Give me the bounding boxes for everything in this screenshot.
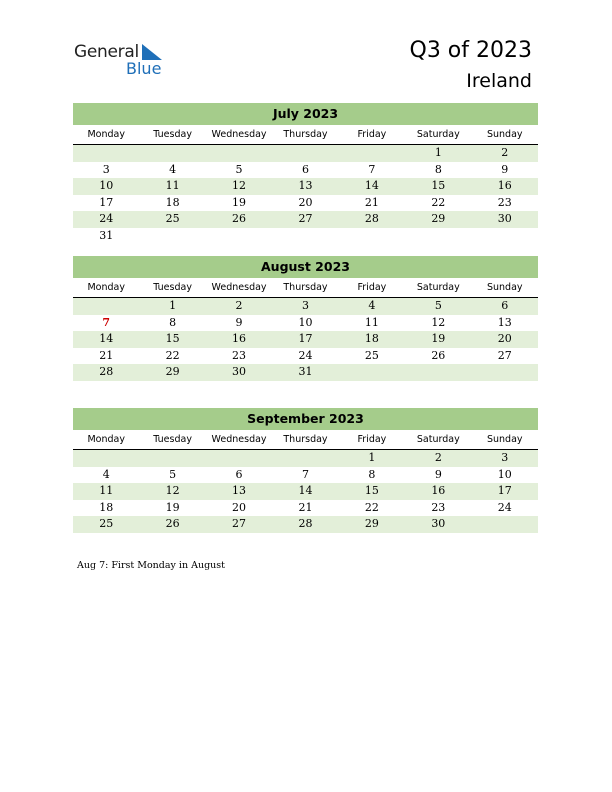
day-cell: 2	[501, 146, 509, 159]
week-row	[73, 178, 538, 195]
day-cell: 14	[99, 332, 114, 345]
week-row	[73, 331, 538, 348]
day-cell: 12	[431, 315, 446, 329]
day-cell: 3	[501, 451, 509, 464]
weekday-label: Monday	[87, 282, 125, 293]
logo-blue-text: Blue	[126, 59, 162, 78]
day-cell: 29	[431, 212, 446, 225]
day-cell: 14	[364, 179, 379, 192]
day-cell: 27	[232, 517, 247, 530]
week-row	[73, 450, 538, 467]
day-cell: 18	[99, 500, 114, 514]
day-cell: 6	[235, 467, 243, 481]
day-cell: 24	[298, 348, 313, 362]
day-cell: 12	[165, 484, 180, 497]
day-cell: 9	[434, 467, 442, 481]
day-cell	[272, 450, 338, 467]
day-cell: 8	[169, 315, 177, 329]
day-cell: 16	[232, 332, 247, 345]
day-cell	[339, 364, 405, 381]
day-cell: 17	[298, 332, 313, 345]
day-cell: 23	[497, 195, 512, 209]
day-cell	[73, 145, 139, 162]
day-cell: 23	[232, 348, 247, 362]
holiday-note: Aug 7: First Monday in August	[77, 560, 225, 571]
day-cell: 27	[298, 212, 313, 225]
day-cell: 4	[169, 162, 177, 176]
weekday-label: Monday	[87, 434, 125, 445]
day-cell: 22	[165, 348, 180, 362]
weekday-label: Saturday	[416, 282, 460, 293]
day-cell: 5	[434, 299, 442, 312]
month-september	[73, 408, 538, 533]
day-cell	[405, 228, 471, 245]
day-cell: 23	[431, 500, 446, 514]
day-cell: 24	[99, 212, 114, 225]
week-row	[73, 315, 538, 332]
day-cell: 10	[497, 467, 512, 481]
week-row	[73, 145, 538, 162]
week-row	[73, 162, 538, 179]
weekday-label: Saturday	[416, 129, 460, 140]
day-cell: 9	[235, 315, 243, 329]
month-title: August 2023	[73, 256, 538, 278]
day-cell: 31	[99, 228, 114, 242]
week-row	[73, 211, 538, 228]
day-cell: 12	[232, 179, 247, 192]
day-cell: 3	[301, 299, 309, 312]
day-cell: 19	[165, 500, 180, 514]
day-cell: 18	[165, 195, 180, 209]
weekday-label: Monday	[87, 129, 125, 140]
day-cell: 13	[232, 484, 247, 497]
weekday-label: Tuesday	[153, 129, 192, 140]
day-cell: 29	[364, 517, 379, 530]
day-cell	[139, 450, 205, 467]
day-cell: 26	[431, 348, 446, 362]
day-cell: 9	[501, 162, 509, 176]
day-cell: 16	[497, 179, 512, 192]
day-cell: 1	[368, 451, 376, 464]
day-cell: 13	[298, 179, 313, 192]
day-cell: 2	[434, 451, 442, 464]
day-cell: 26	[232, 212, 247, 225]
logo-general-text: General	[74, 42, 139, 62]
weekday-label: Wednesday	[211, 282, 267, 293]
weekday-label: Friday	[357, 434, 387, 445]
day-cell: 4	[102, 467, 110, 481]
weekday-label: Thursday	[283, 434, 328, 445]
day-cell: 15	[165, 332, 180, 345]
day-cell: 25	[364, 348, 379, 362]
week-row	[73, 364, 538, 381]
day-cell: 2	[235, 299, 243, 312]
day-cell: 17	[99, 195, 114, 209]
day-cell: 8	[434, 162, 442, 176]
day-cell: 17	[497, 484, 512, 497]
day-cell: 25	[99, 517, 114, 530]
day-cell: 10	[298, 315, 313, 329]
day-cell: 22	[364, 500, 379, 514]
day-cell: 20	[298, 195, 313, 209]
day-cell: 5	[169, 467, 177, 481]
day-cell: 5	[235, 162, 243, 176]
day-cell: 28	[99, 365, 114, 378]
month-august	[73, 256, 538, 381]
day-cell: 25	[165, 212, 180, 225]
day-cell	[472, 516, 538, 533]
day-cell: 11	[99, 484, 114, 497]
day-cell: 6	[501, 299, 509, 312]
day-cell: 21	[99, 348, 114, 362]
week-row	[73, 298, 538, 315]
page-title: Q3 of 2023	[409, 38, 532, 63]
weekday-label: Thursday	[283, 282, 328, 293]
week-row	[73, 348, 538, 365]
day-cell: 21	[298, 500, 313, 514]
day-cell	[206, 145, 272, 162]
day-cell: 15	[364, 484, 379, 497]
day-cell	[339, 145, 405, 162]
day-cell	[73, 298, 139, 315]
day-cell: 16	[431, 484, 446, 497]
day-cell: 31	[298, 365, 313, 378]
day-cell	[73, 450, 139, 467]
week-row	[73, 195, 538, 212]
day-cell	[405, 364, 471, 381]
month-title: September 2023	[73, 408, 538, 430]
day-cell: 26	[165, 517, 180, 530]
weekday-label: Sunday	[486, 282, 523, 293]
week-row	[73, 516, 538, 533]
day-cell: 28	[298, 517, 313, 530]
week-row	[73, 228, 538, 245]
day-cell: 22	[431, 195, 446, 209]
day-cell: 24	[497, 500, 512, 514]
day-cell	[472, 364, 538, 381]
day-cell: 11	[364, 315, 379, 329]
weekday-label: Tuesday	[153, 434, 192, 445]
day-cell: 4	[368, 299, 376, 312]
day-cell	[272, 228, 338, 245]
day-cell: 7	[301, 467, 309, 481]
day-cell: 30	[497, 212, 512, 225]
day-cell: 6	[301, 162, 309, 176]
day-cell: 11	[165, 179, 180, 192]
day-cell: 7	[102, 315, 111, 329]
month-july	[73, 103, 538, 244]
day-cell: 13	[497, 315, 512, 329]
day-cell: 15	[431, 179, 446, 192]
day-cell: 14	[298, 484, 313, 497]
day-cell: 30	[431, 517, 446, 530]
weekday-label: Sunday	[486, 434, 523, 445]
day-cell: 19	[431, 332, 446, 345]
day-cell: 3	[102, 162, 110, 176]
day-cell	[339, 228, 405, 245]
weekday-label: Wednesday	[211, 434, 267, 445]
weekday-header-row	[73, 278, 538, 298]
day-cell	[206, 450, 272, 467]
week-row	[73, 500, 538, 517]
day-cell: 7	[368, 162, 376, 176]
weekday-label: Saturday	[416, 434, 460, 445]
week-row	[73, 467, 538, 484]
day-cell	[139, 228, 205, 245]
day-cell: 21	[364, 195, 379, 209]
week-row	[73, 483, 538, 500]
day-cell: 30	[232, 365, 247, 378]
month-title: July 2023	[73, 103, 538, 125]
weekday-label: Tuesday	[153, 282, 192, 293]
weekday-header-row	[73, 125, 538, 145]
day-cell	[472, 228, 538, 245]
country-name: Ireland	[466, 70, 532, 92]
day-cell: 8	[368, 467, 376, 481]
day-cell: 10	[99, 179, 114, 192]
holiday-notes	[77, 560, 225, 571]
day-cell: 29	[165, 365, 180, 378]
weekday-label: Sunday	[486, 129, 523, 140]
day-cell: 20	[497, 332, 512, 345]
day-cell: 18	[364, 332, 379, 345]
general-blue-logo	[74, 42, 174, 78]
day-cell: 1	[434, 146, 442, 159]
weekday-label: Wednesday	[211, 129, 267, 140]
weekday-header-row	[73, 430, 538, 450]
weekday-label: Thursday	[283, 129, 328, 140]
day-cell: 19	[232, 195, 247, 209]
day-cell: 20	[232, 500, 247, 514]
day-cell: 27	[497, 348, 512, 362]
day-cell: 28	[364, 212, 379, 225]
day-cell	[206, 228, 272, 245]
day-cell	[139, 145, 205, 162]
weekday-label: Friday	[357, 282, 387, 293]
day-cell	[272, 145, 338, 162]
weekday-label: Friday	[357, 129, 387, 140]
day-cell: 1	[169, 299, 177, 312]
